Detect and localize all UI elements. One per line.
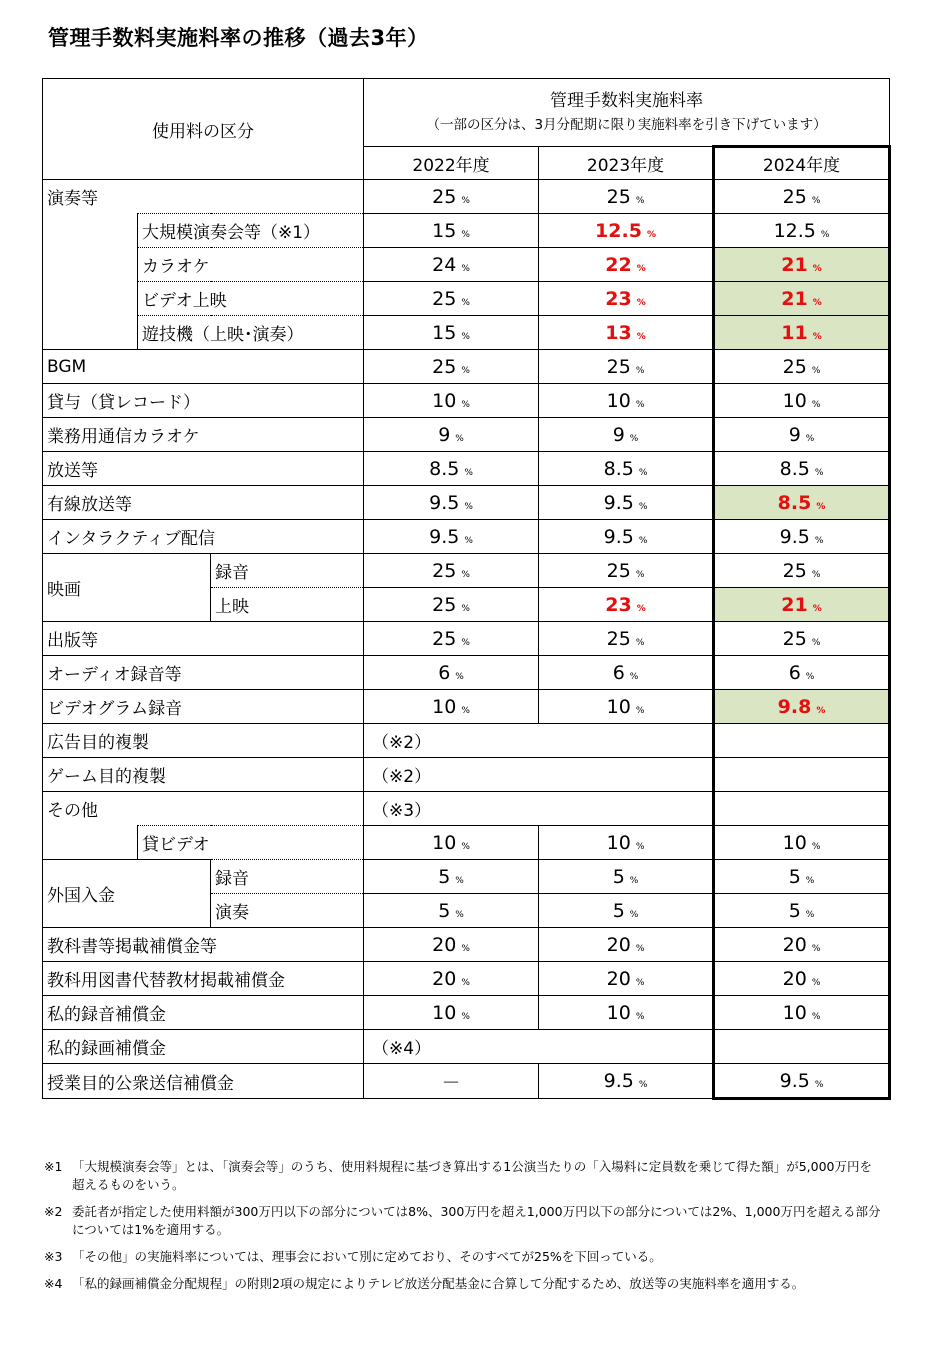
rate-cell-2023 xyxy=(539,486,714,520)
rate-value: 25 xyxy=(432,355,457,378)
page-title: 管理手数料実施料率の推移（過去3年） xyxy=(48,26,429,50)
rate-value: 25 xyxy=(432,185,457,208)
row-label: 演奏等 xyxy=(43,180,364,214)
rate-unit: % xyxy=(816,501,826,512)
rate-value: 25 xyxy=(606,559,631,582)
rate-value: 9.5 xyxy=(779,1069,810,1092)
rate-value: 10 xyxy=(606,831,631,854)
header-year-2024: 2024年度 xyxy=(714,147,890,180)
rate-cell-2023 xyxy=(539,214,714,248)
table-row xyxy=(43,1064,890,1099)
rate-unit: % xyxy=(461,705,470,716)
row-indent xyxy=(43,826,138,860)
table-row xyxy=(43,996,890,1030)
rate-unit: % xyxy=(811,365,821,376)
footnote-mark: ※1 xyxy=(44,1159,63,1174)
rate-value: 10 xyxy=(782,831,807,854)
rate-cell-2022 xyxy=(364,554,539,588)
row-label: 教科書等掲載補償金等 xyxy=(43,928,364,962)
rate-unit: % xyxy=(811,1011,821,1022)
rate-cell-2022 xyxy=(364,316,539,350)
rate-value: 23 xyxy=(605,593,632,616)
rate-cell-2022 xyxy=(364,418,539,452)
row-label: オーディオ録音等 xyxy=(43,656,364,690)
rate-unit: % xyxy=(635,399,645,410)
rate-cell-2024 xyxy=(714,214,890,248)
rate-value: 10 xyxy=(432,695,457,718)
rate-unit: % xyxy=(812,603,822,614)
rate-value: 10 xyxy=(606,695,631,718)
table-row xyxy=(43,724,890,758)
rate-cell-2023 xyxy=(539,554,714,588)
rate-value: 8.5 xyxy=(429,457,460,480)
rate-value: 23 xyxy=(605,287,632,310)
rate-cell-2024 xyxy=(714,588,890,622)
table-row xyxy=(43,928,890,962)
rate-cell-2024 xyxy=(714,690,890,724)
rate-cell-2022 xyxy=(364,996,539,1030)
rate-cell-2023 xyxy=(539,928,714,962)
header-rate xyxy=(364,79,890,147)
rate-value: 10 xyxy=(606,389,631,412)
rate-value: 9.5 xyxy=(603,525,634,548)
rate-cell-2022 xyxy=(364,180,539,214)
footnote-text: 「その他」の実施料率については、理事会において別に定めており、そのすべてが25%を下回っている。 xyxy=(72,1249,662,1264)
rate-unit: % xyxy=(805,433,815,444)
rate-unit: % xyxy=(635,569,645,580)
footnote xyxy=(44,1158,884,1194)
footnotes xyxy=(44,1158,884,1302)
rate-unit: % xyxy=(811,637,821,648)
row-indent xyxy=(43,214,138,248)
rate-unit: % xyxy=(455,909,464,920)
rate-unit: % xyxy=(646,229,656,240)
rate-unit: % xyxy=(461,399,470,410)
footnote xyxy=(44,1203,884,1239)
row-label: 外国入金 xyxy=(43,860,211,928)
rate-value: 12.5 xyxy=(773,219,816,242)
rate-cell-2024 xyxy=(714,656,890,690)
table-row xyxy=(43,792,890,826)
rate-cell-2024 xyxy=(714,350,890,384)
rate-value: 9.5 xyxy=(429,491,460,514)
table-row xyxy=(43,554,890,588)
rate-unit: % xyxy=(461,297,470,308)
rate-unit: % xyxy=(811,841,821,852)
rate-value: 25 xyxy=(606,627,631,650)
rate-value: 9.5 xyxy=(603,1070,634,1092)
rate-value: 25 xyxy=(782,627,807,650)
row-indent xyxy=(43,316,138,350)
row-label: 映画 xyxy=(43,554,211,622)
row-label: 広告目的複製 xyxy=(43,724,364,758)
rate-cell-2024 xyxy=(714,180,890,214)
row-label: ゲーム目的複製 xyxy=(43,758,364,792)
rate-unit: % xyxy=(461,365,470,376)
footnote-text: 委託者が指定した使用料額が300万円以下の部分については8%、300万円を超え1,000万円以下の部分については2%、1,000万円を超える部分については1%を適用する。 xyxy=(72,1204,881,1237)
rate-cell-2024 xyxy=(714,248,890,282)
rate-cell-2024 xyxy=(714,962,890,996)
rate-value: 5 xyxy=(788,899,801,922)
row-sublabel: 録音 xyxy=(211,554,364,588)
rate-cell-2024 xyxy=(714,792,890,826)
rate-cell-2024 xyxy=(714,418,890,452)
rate-value: 21 xyxy=(781,287,808,310)
rate-unit: % xyxy=(811,569,821,580)
rates-table xyxy=(42,78,891,1100)
rate-value: 10 xyxy=(432,831,457,854)
row-sublabel: 演奏 xyxy=(211,894,364,928)
table-row xyxy=(43,758,890,792)
table-row xyxy=(43,418,890,452)
table-row xyxy=(43,282,890,316)
rate-cell-2024 xyxy=(714,1030,890,1064)
rate-value: 25 xyxy=(432,559,457,582)
rate-unit: % xyxy=(461,195,470,206)
rate-unit: % xyxy=(636,331,646,342)
rate-value: 25 xyxy=(782,559,807,582)
row-sublabel: 上映 xyxy=(211,588,364,622)
rate-unit: % xyxy=(638,467,648,478)
row-label: 業務用通信カラオケ xyxy=(43,418,364,452)
table-row xyxy=(43,248,890,282)
rate-unit: % xyxy=(816,705,826,716)
rate-cell-2024 xyxy=(714,826,890,860)
row-sublabel: 大規模演奏会等（※1） xyxy=(138,214,364,248)
rate-cell-2024 xyxy=(714,724,890,758)
rate-value: 24 xyxy=(432,253,457,276)
rate-value: 22 xyxy=(605,253,632,276)
row-sublabel: 貸ビデオ xyxy=(138,826,364,860)
table-row xyxy=(43,826,890,860)
rate-cell-2023 xyxy=(539,860,714,894)
footnote-mark: ※2 xyxy=(44,1204,63,1219)
rate-cell-2024 xyxy=(714,996,890,1030)
rate-value: 10 xyxy=(782,389,807,412)
rate-unit: % xyxy=(461,637,470,648)
rate-value: 8.5 xyxy=(603,457,634,480)
rate-unit: % xyxy=(811,977,821,988)
row-label: 私的録画補償金 xyxy=(43,1030,364,1064)
rate-cell-2022 xyxy=(364,1064,539,1099)
rate-value: 10 xyxy=(432,1001,457,1024)
row-label: 授業目的公衆送信補償金 xyxy=(43,1064,364,1099)
rate-cell-2023 xyxy=(539,894,714,928)
row-label: ビデオグラム録音 xyxy=(43,690,364,724)
rate-value: 21 xyxy=(781,593,808,616)
rate-unit: % xyxy=(635,637,645,648)
rate-cell-2023 xyxy=(539,418,714,452)
rate-unit: % xyxy=(636,297,646,308)
rate-cell-2022 xyxy=(364,860,539,894)
rate-value: 6 xyxy=(788,661,801,684)
row-label: 出版等 xyxy=(43,622,364,656)
rate-unit: % xyxy=(635,841,645,852)
rate-cell-2022 xyxy=(364,656,539,690)
rate-value: 25 xyxy=(606,355,631,378)
rate-unit: % xyxy=(812,297,822,308)
rate-unit: % xyxy=(805,875,815,886)
rate-value: 20 xyxy=(606,933,631,956)
rate-value: 13 xyxy=(605,321,632,344)
rate-cell-2022 xyxy=(364,894,539,928)
rate-unit: % xyxy=(638,501,648,512)
table-row xyxy=(43,962,890,996)
rate-unit: % xyxy=(629,671,639,682)
rate-unit: % xyxy=(461,841,470,852)
row-label: その他 xyxy=(43,792,364,826)
rate-cell-2022 xyxy=(364,622,539,656)
rate-value: 20 xyxy=(782,933,807,956)
rate-value: 15 xyxy=(432,219,457,242)
rate-value: 9 xyxy=(788,423,801,446)
rate-unit: % xyxy=(461,943,470,954)
row-label: 放送等 xyxy=(43,452,364,486)
rate-cell-2022 xyxy=(364,588,539,622)
row-label: 貸与（貸レコード） xyxy=(43,384,364,418)
rate-value: 8.5 xyxy=(777,491,812,514)
rate-value: 9 xyxy=(612,423,625,446)
rate-value: 5 xyxy=(612,899,625,922)
rate-unit: % xyxy=(636,603,646,614)
rate-value: 5 xyxy=(438,865,451,888)
rate-cell-2024 xyxy=(714,316,890,350)
rate-cell-2023 xyxy=(539,180,714,214)
rate-cell-2022 xyxy=(364,282,539,316)
rate-value: － xyxy=(441,1071,461,1094)
rate-value: 25 xyxy=(606,185,631,208)
table-row xyxy=(43,690,890,724)
table-row xyxy=(43,622,890,656)
rate-unit: % xyxy=(461,603,470,614)
footnote-mark: ※4 xyxy=(44,1276,63,1291)
header-category: 使用料の区分 xyxy=(43,79,364,180)
rate-unit: % xyxy=(461,331,470,342)
row-note: （※3） xyxy=(364,792,714,826)
rate-unit: % xyxy=(820,229,830,240)
rate-cell-2022 xyxy=(364,384,539,418)
table-row xyxy=(43,350,890,384)
rate-cell-2024 xyxy=(714,384,890,418)
rate-cell-2024 xyxy=(714,554,890,588)
rate-value: 6 xyxy=(438,661,451,684)
rate-cell-2022 xyxy=(364,928,539,962)
rate-cell-2023 xyxy=(539,1064,714,1099)
rate-unit: % xyxy=(464,501,473,512)
header-rate-title: 管理手数料実施料率 xyxy=(550,90,704,111)
rate-cell-2024 xyxy=(714,622,890,656)
row-label: BGM xyxy=(43,350,364,384)
footnote xyxy=(44,1248,884,1266)
rate-cell-2023 xyxy=(539,248,714,282)
table-row xyxy=(43,520,890,554)
row-label: 教科用図書代替教材掲載補償金 xyxy=(43,962,364,996)
rate-unit: % xyxy=(814,1079,824,1090)
rate-value: 6 xyxy=(612,661,625,684)
rate-value: 21 xyxy=(781,253,808,276)
rate-value: 10 xyxy=(782,1001,807,1024)
table-row xyxy=(43,1030,890,1064)
rate-value: 11 xyxy=(781,321,808,344)
rate-unit: % xyxy=(464,467,473,478)
rate-cell-2023 xyxy=(539,384,714,418)
rate-cell-2024 xyxy=(714,452,890,486)
row-note: （※2） xyxy=(364,758,714,792)
table-row xyxy=(43,452,890,486)
rate-cell-2022 xyxy=(364,214,539,248)
rate-unit: % xyxy=(635,943,645,954)
rate-cell-2023 xyxy=(539,996,714,1030)
rate-value: 10 xyxy=(606,1001,631,1024)
rate-unit: % xyxy=(629,433,639,444)
rate-cell-2023 xyxy=(539,622,714,656)
rate-unit: % xyxy=(811,399,821,410)
row-note: （※2） xyxy=(364,724,714,758)
row-note: （※4） xyxy=(364,1030,714,1064)
rate-value: 9.5 xyxy=(779,525,810,548)
row-indent xyxy=(43,248,138,282)
table-row xyxy=(43,656,890,690)
rate-unit: % xyxy=(455,875,464,886)
rate-cell-2023 xyxy=(539,282,714,316)
header-year-2022: 2022年度 xyxy=(364,147,539,180)
rate-cell-2022 xyxy=(364,520,539,554)
rate-cell-2024 xyxy=(714,758,890,792)
rate-cell-2022 xyxy=(364,350,539,384)
rate-value: 20 xyxy=(782,967,807,990)
rate-cell-2022 xyxy=(364,452,539,486)
rate-cell-2023 xyxy=(539,588,714,622)
header-rate-subtitle: （一部の区分は、3月分配期に限り実施料率を引き下げています） xyxy=(426,116,827,133)
rate-cell-2022 xyxy=(364,826,539,860)
table-row xyxy=(43,316,890,350)
rate-cell-2024 xyxy=(714,486,890,520)
row-label: 有線放送等 xyxy=(43,486,364,520)
rate-cell-2024 xyxy=(714,928,890,962)
rate-unit: % xyxy=(455,433,464,444)
rate-value: 5 xyxy=(438,899,451,922)
rate-cell-2023 xyxy=(539,316,714,350)
rate-value: 25 xyxy=(432,593,457,616)
rate-unit: % xyxy=(461,229,470,240)
rate-unit: % xyxy=(638,535,648,546)
rate-cell-2022 xyxy=(364,248,539,282)
rate-value: 25 xyxy=(432,287,457,310)
rate-cell-2023 xyxy=(539,520,714,554)
rate-unit: % xyxy=(455,671,464,682)
rate-value: 25 xyxy=(782,355,807,378)
rate-unit: % xyxy=(805,671,815,682)
row-label: 私的録音補償金 xyxy=(43,996,364,1030)
rate-cell-2024 xyxy=(714,1064,890,1099)
rate-unit: % xyxy=(635,195,645,206)
rate-unit: % xyxy=(629,875,639,886)
rate-value: 12.5 xyxy=(595,219,642,242)
table-row xyxy=(43,486,890,520)
row-label: インタラクティブ配信 xyxy=(43,520,364,554)
rate-cell-2023 xyxy=(539,656,714,690)
rate-value: 25 xyxy=(432,627,457,650)
rate-value: 8.5 xyxy=(779,457,810,480)
table-row xyxy=(43,860,890,894)
rate-unit: % xyxy=(636,263,646,274)
rate-cell-2023 xyxy=(539,962,714,996)
rate-cell-2022 xyxy=(364,690,539,724)
rate-cell-2024 xyxy=(714,860,890,894)
rate-unit: % xyxy=(635,977,645,988)
rate-cell-2022 xyxy=(364,486,539,520)
row-sublabel: 録音 xyxy=(211,860,364,894)
footnote-text: 「私的録画補償金分配規程」の附則2項の規定によりテレビ放送分配基金に合算して分配するため、放送等の実施料率を適用する。 xyxy=(72,1276,805,1291)
rate-value: 20 xyxy=(432,967,457,990)
rate-value: 25 xyxy=(782,185,807,208)
rate-cell-2024 xyxy=(714,894,890,928)
row-indent xyxy=(43,282,138,316)
rate-cell-2023 xyxy=(539,452,714,486)
rate-value: 20 xyxy=(606,967,631,990)
rate-unit: % xyxy=(638,1080,648,1090)
rate-unit: % xyxy=(461,977,470,988)
table-row xyxy=(43,180,890,214)
rate-unit: % xyxy=(814,467,824,478)
rate-value: 9 xyxy=(438,423,451,446)
rate-unit: % xyxy=(814,535,824,546)
rate-cell-2023 xyxy=(539,350,714,384)
rate-value: 5 xyxy=(788,865,801,888)
row-sublabel: カラオケ xyxy=(138,248,364,282)
rate-unit: % xyxy=(461,1011,470,1022)
rate-value: 9.5 xyxy=(429,525,460,548)
rate-unit: % xyxy=(629,909,639,920)
rate-cell-2023 xyxy=(539,690,714,724)
rate-unit: % xyxy=(811,943,821,954)
rate-value: 9.8 xyxy=(777,695,812,718)
rate-value: 10 xyxy=(432,389,457,412)
rate-unit: % xyxy=(461,263,470,274)
rate-unit: % xyxy=(635,1011,645,1022)
rate-unit: % xyxy=(805,909,815,920)
table-row xyxy=(43,214,890,248)
rate-unit: % xyxy=(464,535,473,546)
header-year-2023: 2023年度 xyxy=(539,147,714,180)
rate-unit: % xyxy=(635,705,645,716)
rate-value: 9.5 xyxy=(603,491,634,514)
footnote xyxy=(44,1275,884,1293)
rate-unit: % xyxy=(461,569,470,580)
table-row xyxy=(43,384,890,418)
rate-cell-2023 xyxy=(539,826,714,860)
rate-cell-2022 xyxy=(364,962,539,996)
rate-value: 5 xyxy=(612,865,625,888)
footnote-text: 「大規模演奏会等」とは、「演奏会等」のうち、使用料規程に基づき算出する1公演当たりの「入場料に定員数を乗じて得た額」が5,000万円を超えるものをいう。 xyxy=(72,1159,872,1192)
row-sublabel: ビデオ上映 xyxy=(138,282,364,316)
row-sublabel: 遊技機（上映･演奏） xyxy=(138,316,364,350)
rate-unit: % xyxy=(635,365,645,376)
rate-unit: % xyxy=(812,263,822,274)
rate-cell-2024 xyxy=(714,282,890,316)
rate-unit: % xyxy=(812,331,822,342)
rate-cell-2024 xyxy=(714,520,890,554)
footnote-mark: ※3 xyxy=(44,1249,63,1264)
rate-value: 20 xyxy=(432,933,457,956)
rate-value: 15 xyxy=(432,321,457,344)
rate-unit: % xyxy=(811,195,821,206)
